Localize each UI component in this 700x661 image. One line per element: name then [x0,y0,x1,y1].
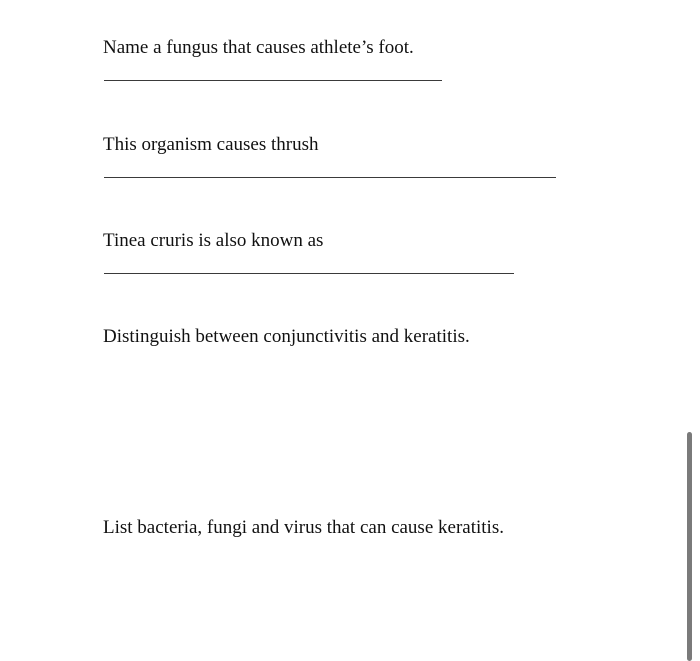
question-2: This organism causes thrush [103,134,319,155]
answer-line-2[interactable] [104,177,556,178]
question-3: Tinea cruris is also known as [103,230,324,251]
answer-line-1[interactable] [104,80,442,81]
answer-line-3[interactable] [104,273,514,274]
question-1: Name a fungus that causes athlete’s foot. [103,37,414,58]
vertical-scrollbar[interactable] [687,432,692,661]
question-4: Distinguish between conjunctivitis and keratitis. [103,326,470,347]
question-5: List bacteria, fungi and virus that can cause keratitis. [103,517,504,538]
